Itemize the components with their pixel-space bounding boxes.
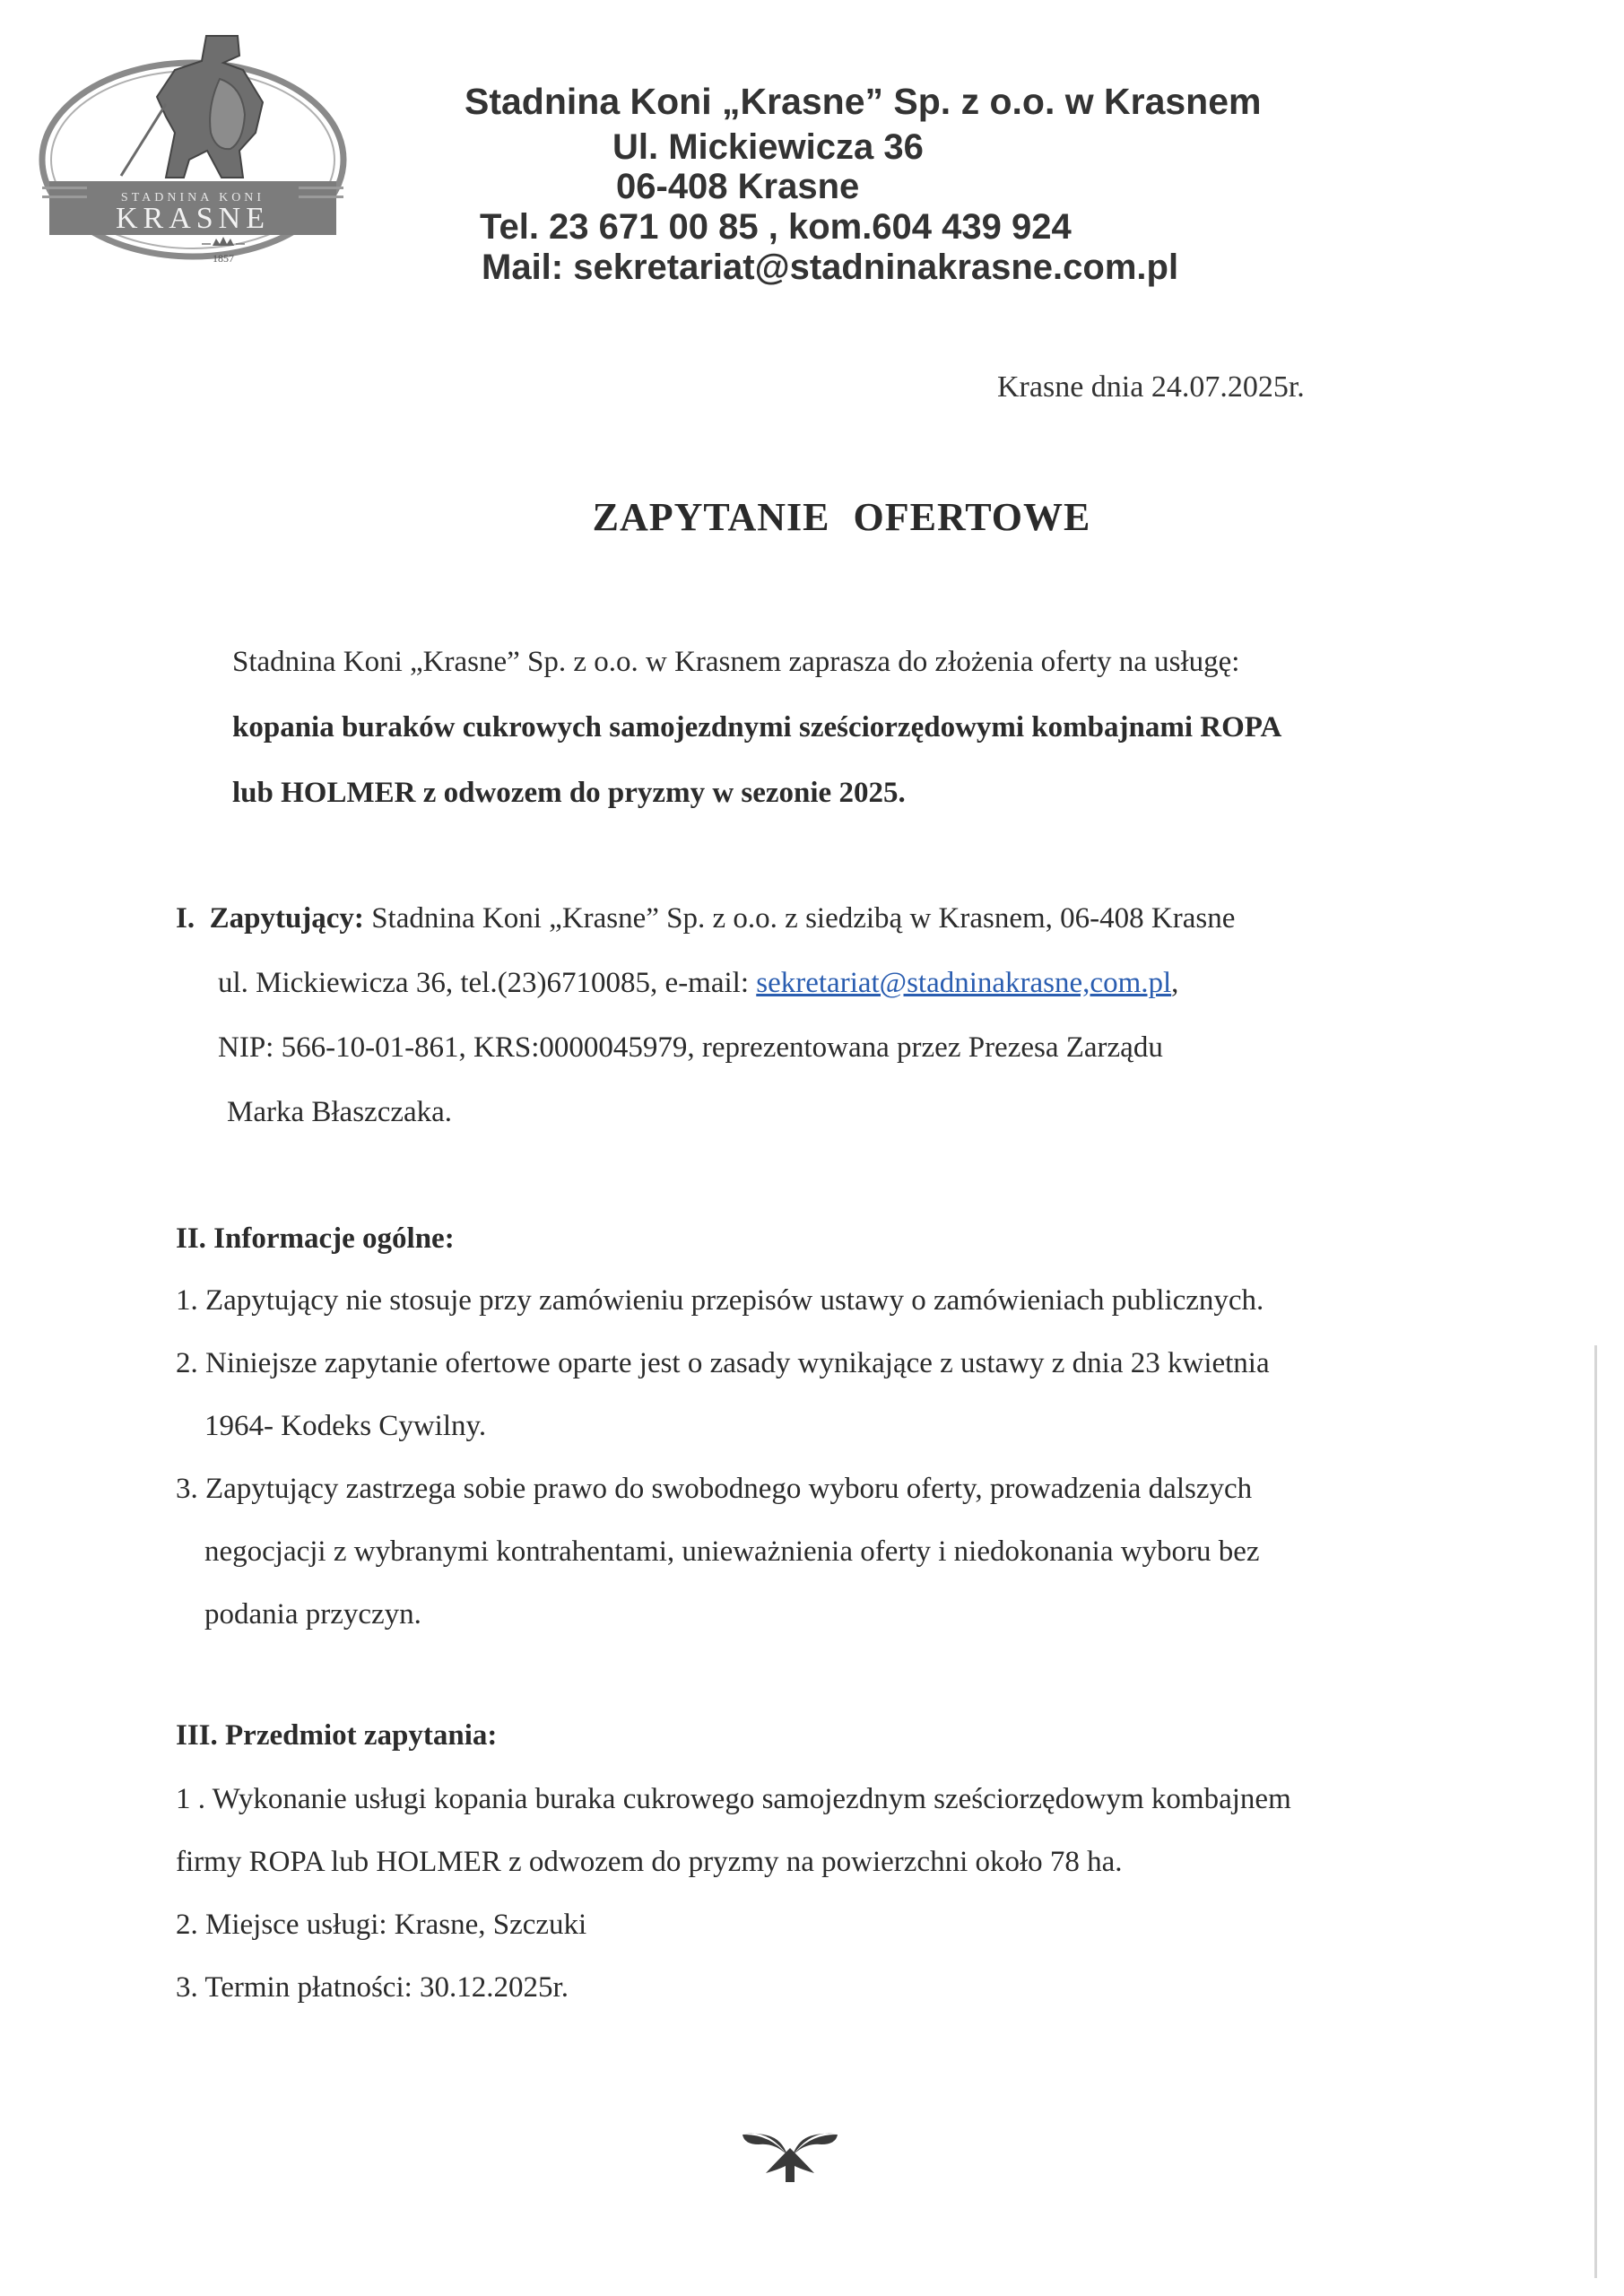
document-date: Krasne dnia 24.07.2025r. (997, 370, 1305, 404)
section-3-item-2: 2. Miejsce usługi: Krasne, Szczuki (176, 1909, 587, 1941)
section-1-number: I. (176, 902, 195, 935)
company-name: Stadnina Koni „Krasne” Sp. z o.o. w Krasnem (465, 81, 1262, 122)
horse-rider-crest-icon (31, 16, 354, 267)
company-mail: Mail: sekretariat@stadninakrasne.com.pl (482, 248, 1179, 287)
section-1-label: Zapytujący: (209, 902, 364, 935)
document-title (0, 494, 1624, 540)
section-2-item-2-line-1: 2. Niniejsze zapytanie ofertowe oparte jest o zasady wynikające z ustawy z dnia 23 kwietnia (176, 1347, 1270, 1379)
company-zip-city: 06-408 Krasne (616, 167, 860, 206)
intro-line-3: lub HOLMER z odwozem do pryzmy w sezonie 2025. (232, 777, 906, 809)
svg-text:KRASNE: KRASNE (115, 202, 271, 235)
section-2-heading: II. Informacje ogólne: (176, 1222, 455, 1255)
section-1-line-3: NIP: 566-10-01-861, KRS:0000045979, reprezentowana przez Prezesa Zarządu (218, 1031, 1163, 1064)
section-3-item-1-line-2: firmy ROPA lub HOLMER z odwozem do pryzmy na powierzchni około 78 ha. (176, 1846, 1123, 1878)
section-1-line-2 (218, 967, 1178, 1000)
fleuron-icon (741, 2112, 839, 2184)
section-2-item-2-line-2: 1964- Kodeks Cywilny. (204, 1410, 487, 1442)
section-1-text: Stadnina Koni „Krasne” Sp. z o.o. z siedzibą w Krasnem, 06-408 Krasne (363, 902, 1236, 935)
section-2-item-3-line-3: podania przyczyn. (204, 1598, 421, 1631)
section-1-line-4: Marka Błaszczaka. (227, 1096, 453, 1128)
title-word-1: ZAPYTANIE (592, 495, 830, 539)
company-phone: Tel. 23 671 00 85 , kom.604 439 924 (480, 207, 1072, 247)
contact-suffix: , (1171, 967, 1179, 999)
email-link[interactable]: sekretariat@stadninakrasne,com.pl (756, 967, 1172, 999)
section-2-item-3-line-1: 3. Zapytujący zastrzega sobie prawo do swobodnego wyboru oferty, prowadzenia dalszych (176, 1473, 1253, 1505)
section-1-line-1 (176, 902, 1235, 935)
company-logo (31, 16, 354, 267)
section-2-item-1: 1. Zapytujący nie stosuje przy zamówieniu przepisów ustawy o zamówieniach publicznych. (176, 1284, 1264, 1317)
page-edge-line (1594, 1345, 1597, 2278)
svg-text:1857: 1857 (213, 252, 234, 265)
section-3-heading: III. Przedmiot zapytania: (176, 1719, 498, 1752)
intro-line-1: Stadnina Koni „Krasne” Sp. z o.o. w Krasnem zaprasza do złożenia oferty na usługę: (232, 646, 1240, 678)
section-3-item-1-line-1: 1 . Wykonanie usługi kopania buraka cukrowego samojezdnym sześciorzędowym kombajnem (176, 1783, 1291, 1815)
section-3-item-3: 3. Termin płatności: 30.12.2025r. (176, 1971, 569, 2004)
svg-text:STADNINA KONI: STADNINA KONI (120, 191, 265, 204)
intro-line-2: kopania buraków cukrowych samojezdnymi sześciorzędowymi kombajnami ROPA (232, 711, 1282, 744)
contact-prefix: ul. Mickiewicza 36, tel.(23)6710085, e-mail: (218, 967, 757, 999)
company-street: Ul. Mickiewicza 36 (612, 127, 924, 167)
title-word-2: OFERTOWE (853, 495, 1091, 539)
section-2-item-3-line-2: negocjacji z wybranymi kontrahentami, unieważnienia oferty i niedokonania wyboru bez (204, 1535, 1260, 1568)
